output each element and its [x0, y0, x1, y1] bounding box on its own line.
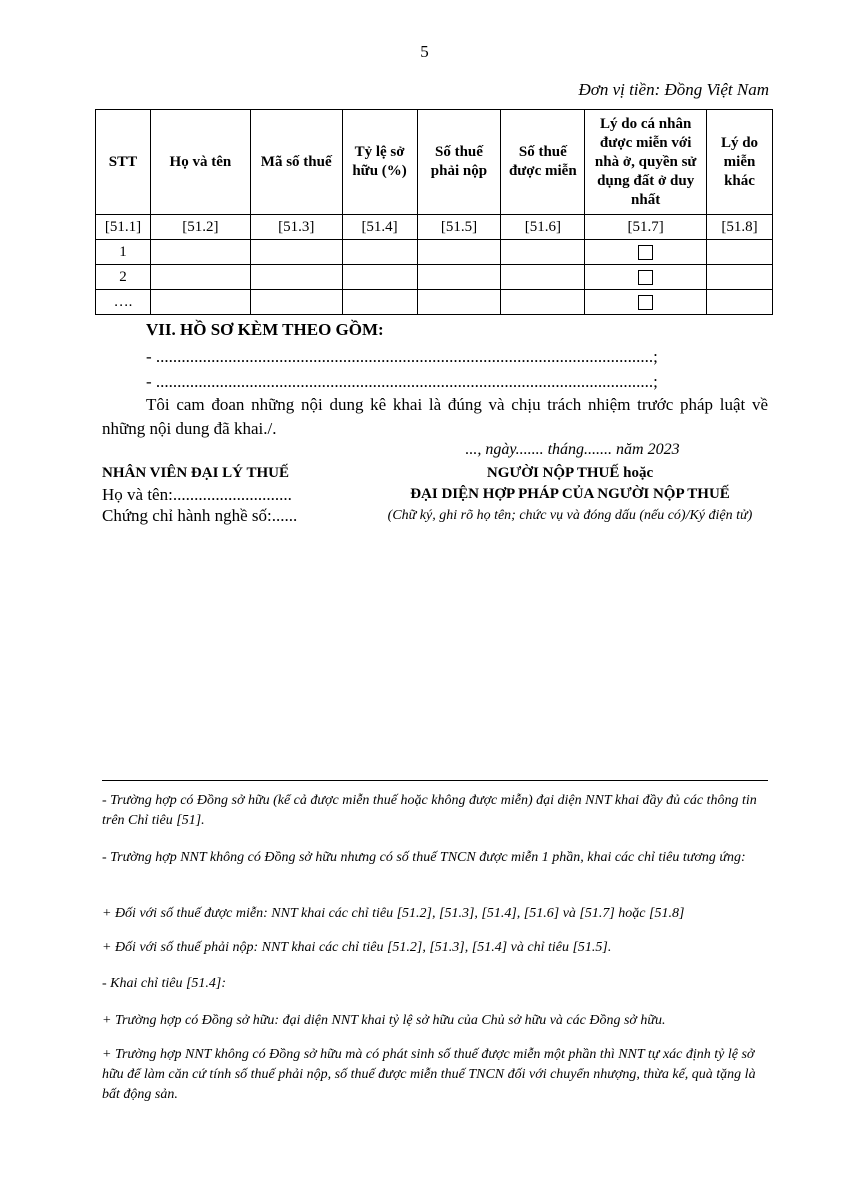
row-number: 1 — [96, 240, 151, 265]
section-attachments-title: VII. HỒ SƠ KÈM THEO GỒM: — [146, 320, 384, 339]
co-owner-table — [95, 109, 773, 315]
other-reason-cell[interactable] — [707, 240, 773, 265]
table-row — [96, 290, 773, 315]
code-cell: [51.6] — [501, 215, 585, 240]
row-number: …. — [96, 290, 151, 315]
tax-code-cell[interactable] — [250, 240, 342, 265]
header-ownership-ratio: Tỷ lệ sở hữu (%) — [342, 110, 417, 215]
declaration-text: Tôi cam đoan những nội dung kê khai là đúng và chịu trách nhiệm trước pháp luật về những nội dung đã khai./. — [102, 395, 768, 438]
footnote: - Trường hợp NNT không có Đồng sở hữu nhưng có số thuế TNCN được miễn 1 phần, khai các chỉ tiêu tương ứng: — [102, 850, 746, 865]
tax-code-cell[interactable] — [250, 290, 342, 315]
sole-home-cell — [585, 290, 707, 315]
header-tax-exempt: Số thuế được miễn — [501, 110, 585, 215]
code-cell: [51.4] — [342, 215, 417, 240]
payable-cell[interactable] — [417, 265, 501, 290]
sole-home-checkbox[interactable] — [638, 295, 653, 310]
ratio-cell[interactable] — [342, 265, 417, 290]
tax-agent-certificate: Chứng chỉ hành nghề số:...... — [102, 506, 298, 525]
footnote-divider — [102, 780, 768, 781]
header-stt: STT — [96, 110, 151, 215]
legal-representative-title: ĐẠI DIỆN HỢP PHÁP CỦA NGƯỜI NỘP THUẾ — [410, 486, 730, 502]
table-row — [96, 240, 773, 265]
header-tax-code: Mã số thuế — [250, 110, 342, 215]
taxpayer-signature-block — [340, 463, 800, 526]
exempt-cell[interactable] — [501, 265, 585, 290]
tax-code-cell[interactable] — [250, 265, 342, 290]
ratio-cell[interactable] — [342, 240, 417, 265]
footnote: + Đối với số thuế phải nộp: NNT khai các chỉ tiêu [51.2], [51.3], [51.4] và chỉ tiêu [51.5]. — [102, 940, 612, 955]
tax-agent-title: NHÂN VIÊN ĐẠI LÝ THUẾ — [102, 465, 289, 481]
footnote: + Đối với số thuế được miễn: NNT khai các chỉ tiêu [51.2], [51.3], [51.4], [51.6] và [51.7] hoặc [51.8] — [102, 906, 685, 921]
signature-note: (Chữ ký, ghi rõ họ tên; chức vụ và đóng dấu (nếu có)/Ký điện tử) — [387, 508, 753, 523]
ratio-cell[interactable] — [342, 290, 417, 315]
table-header-row — [96, 110, 773, 215]
code-cell: [51.1] — [96, 215, 151, 240]
taxpayer-title: NGƯỜI NỘP THUẾ hoặc — [486, 465, 654, 481]
sole-home-cell — [585, 240, 707, 265]
footnote: + Trường hợp có Đồng sở hữu: đại diện NNT khai tỷ lệ sở hữu của Chủ sở hữu và các Đồng sở hữu. — [102, 1013, 666, 1028]
header-tax-payable: Số thuế phải nộp — [417, 110, 501, 215]
tax-agent-name: Họ và tên:............................ — [102, 485, 292, 504]
sole-home-checkbox[interactable] — [638, 245, 653, 260]
page-number: 5 — [420, 42, 429, 61]
date-line: ..., ngày....... tháng....... năm 2023 — [465, 441, 680, 458]
header-sole-home-reason: Lý do cá nhân được miễn với nhà ở, quyền sử dụng đất ở duy nhất — [585, 110, 707, 215]
footnote: - Khai chỉ tiêu [51.4]: — [102, 976, 227, 991]
code-cell: [51.5] — [417, 215, 501, 240]
name-cell[interactable] — [150, 290, 250, 315]
attachment-line[interactable]: - .....................................................................................................................; — [146, 372, 658, 391]
name-cell[interactable] — [150, 240, 250, 265]
sole-home-cell — [585, 265, 707, 290]
other-reason-cell[interactable] — [707, 265, 773, 290]
table-code-row — [96, 215, 773, 240]
sole-home-checkbox[interactable] — [638, 270, 653, 285]
exempt-cell[interactable] — [501, 290, 585, 315]
row-number: 2 — [96, 265, 151, 290]
exempt-cell[interactable] — [501, 240, 585, 265]
tax-agent-block — [102, 463, 297, 526]
footnote: + Trường hợp NNT không có Đồng sở hữu mà có phát sinh số thuế được miễn một phần thì NNT tự xác định tỷ lệ sở hữu để làm căn cứ tính số thuế phải nộp, số thuế được miễn thuế TNCN đối với chuyển nhượng, thừa kế, quà tặng là bất động sản. — [102, 1047, 756, 1102]
payable-cell[interactable] — [417, 290, 501, 315]
table-row — [96, 265, 773, 290]
currency-unit: Đơn vị tiền: Đồng Việt Nam — [578, 80, 769, 99]
code-cell: [51.7] — [585, 215, 707, 240]
name-cell[interactable] — [150, 265, 250, 290]
code-cell: [51.2] — [150, 215, 250, 240]
footnote: - Trường hợp có Đồng sở hữu (kể cả được miễn thuế hoặc không được miễn) đại diện NNT khai đầy đủ các thông tin trên Chỉ tiêu [51]. — [102, 793, 757, 828]
header-other-reason: Lý do miễn khác — [707, 110, 773, 215]
attachment-line[interactable]: - .....................................................................................................................; — [146, 347, 658, 366]
code-cell: [51.8] — [707, 215, 773, 240]
other-reason-cell[interactable] — [707, 290, 773, 315]
payable-cell[interactable] — [417, 240, 501, 265]
header-full-name: Họ và tên — [150, 110, 250, 215]
code-cell: [51.3] — [250, 215, 342, 240]
